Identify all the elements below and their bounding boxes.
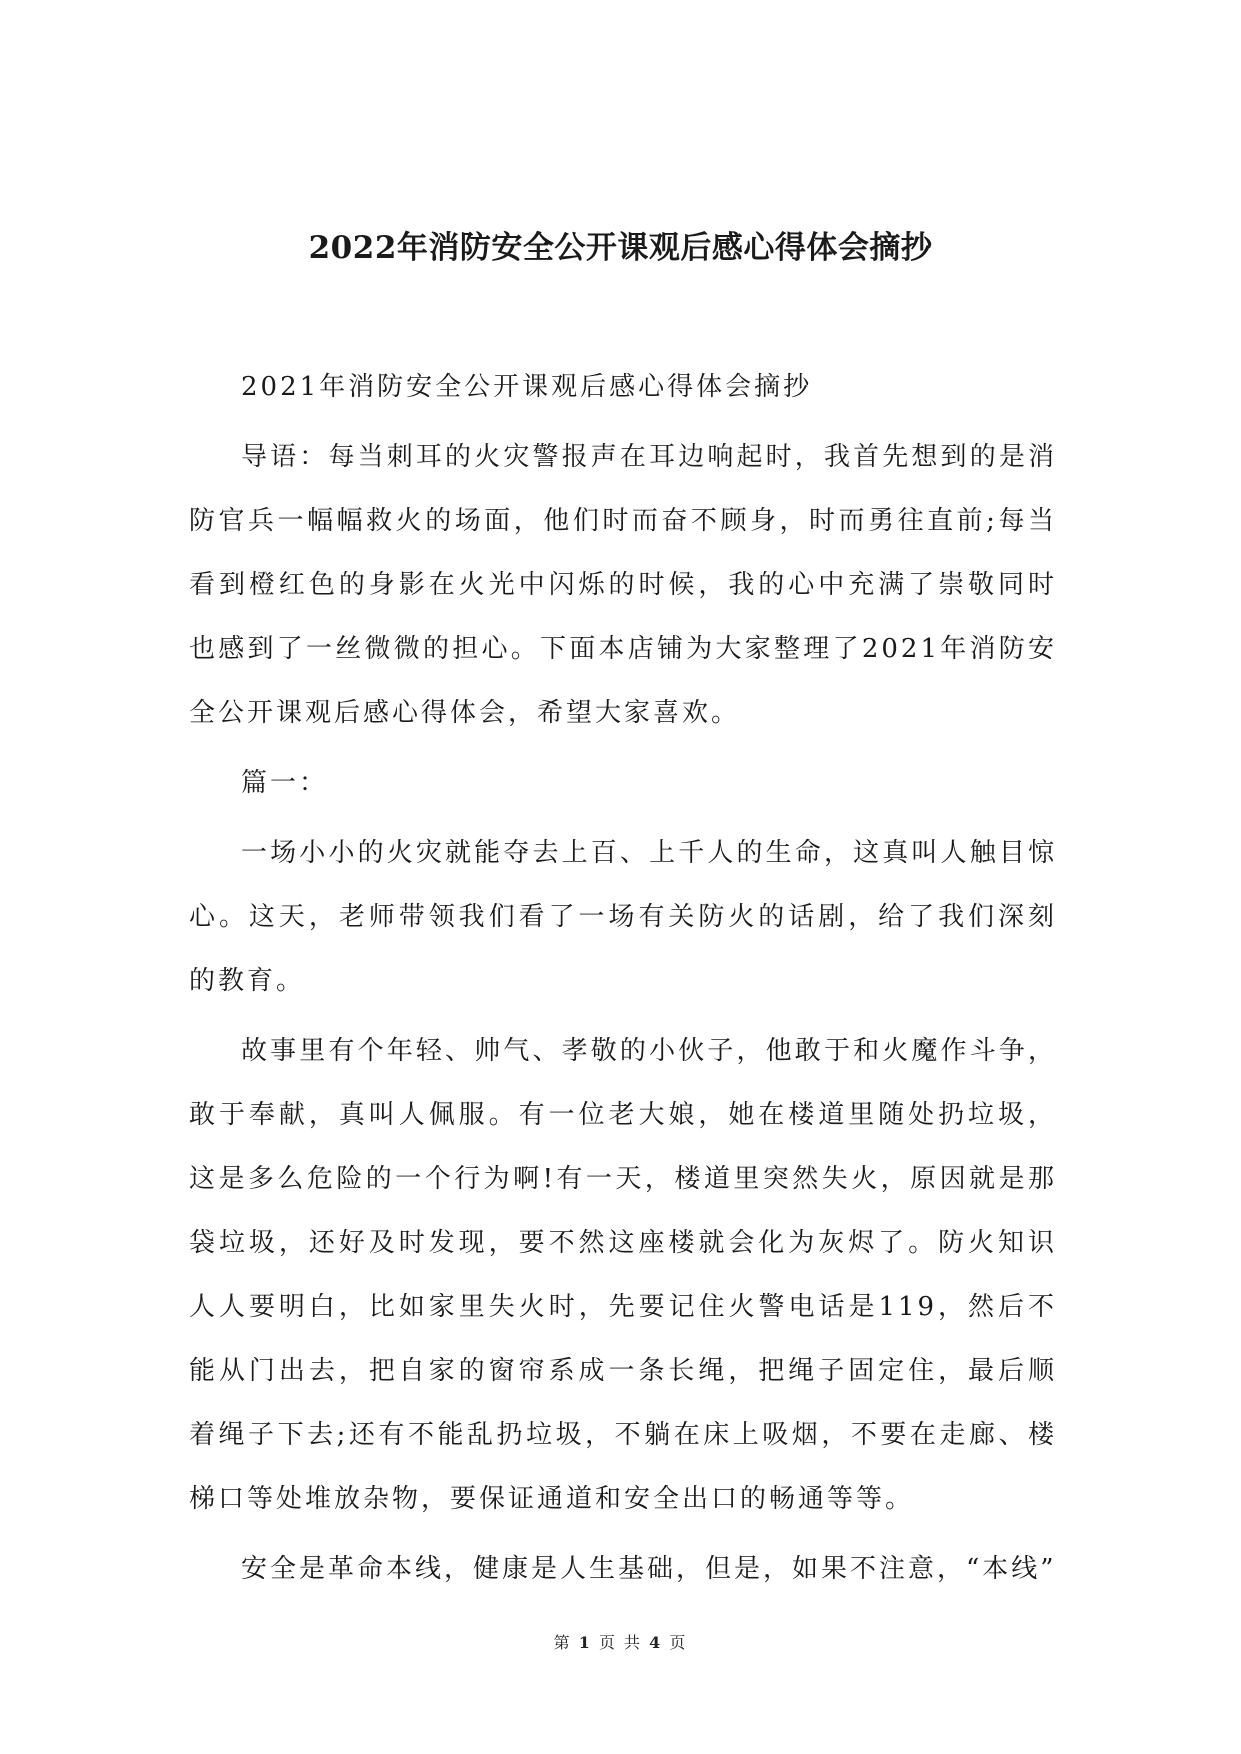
footer-middle: 页 共 — [598, 1633, 643, 1652]
body-paragraph: 一场小小的火灾就能夺去上百、上千人的生命，这真叫人触目惊心。这天，老师带领我们看了一场有关防火的话剧，给了我们深刻的教育。 — [189, 838, 1057, 996]
current-page-number: 1 — [578, 1633, 592, 1652]
subtitle-paragraph: 2021年消防安全公开课观后感心得体会摘抄 — [241, 372, 813, 402]
footer-suffix: 页 — [669, 1633, 688, 1652]
body-paragraph: 安全是革命本线，健康是人生基础，但是，如果不注意，“本线” — [241, 1554, 1057, 1584]
section-heading: 篇一： — [241, 768, 329, 798]
page-footer — [0, 1630, 1241, 1653]
footer-prefix: 第 — [553, 1633, 572, 1652]
total-pages-number: 4 — [649, 1633, 663, 1652]
document-body — [189, 355, 1057, 1607]
body-paragraph: 故事里有个年轻、帅气、孝敬的小伙子，他敢于和火魔作斗争，敢于奉献，真叫人佩服。有一位老大娘，她在楼道里随处扔垃圾，这是多么危险的一个行为啊!有一天，楼道里突然失火，原因就是那袋垃圾，还好及时发现，要不然这座楼就会化为灰烬了。防火知识人人要明白，比如家里失火时，先要记住火警电话是119，然后不能从门出去，把自家的窗帘系成一条长绳，把绳子固定住，最后顺着绳子下去;还有不能乱扔垃圾，不躺在床上吸烟，不要在走廊、楼梯口等处堆放杂物，要保证通道和安全出口的畅通等等。 — [189, 1036, 1057, 1514]
document-title: 2022年消防安全公开课观后感心得体会摘抄 — [308, 230, 933, 266]
intro-paragraph: 导语：每当刺耳的火灾警报声在耳边响起时，我首先想到的是消防官兵一幅幅救火的场面，他们时而奋不顾身，时而勇往直前;每当看到橙红色的身影在火光中闪烁的时候，我的心中充满了崇敬同时也感到了一丝微微的担心。下面本店铺为大家整理了2021年消防安全公开课观后感心得体会，希望大家喜欢。 — [189, 442, 1057, 728]
